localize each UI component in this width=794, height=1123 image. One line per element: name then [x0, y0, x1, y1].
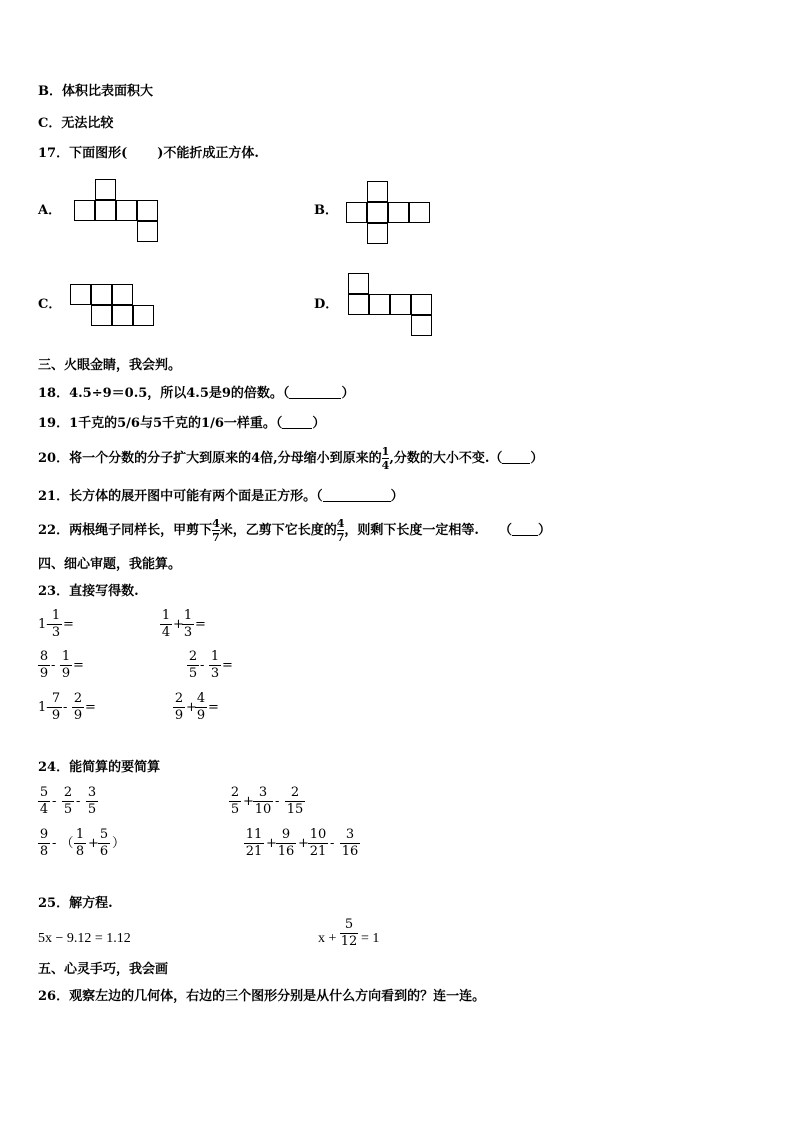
denominator: 5	[87, 802, 97, 817]
q19-answer-blank[interactable]	[282, 416, 312, 429]
fraction	[160, 609, 172, 640]
numerator: 2	[73, 691, 83, 706]
section-5-heading: 五、心灵手巧，我会画	[38, 962, 169, 977]
fraction	[340, 828, 360, 859]
operator: - （	[52, 836, 74, 851]
q25-equation-1: 5x − 9.12 = 1.12	[38, 931, 131, 946]
denominator: 6	[99, 844, 109, 859]
denominator: 8	[39, 844, 49, 859]
equals: =	[63, 617, 74, 632]
numerator: 1	[75, 827, 85, 842]
numerator: 1	[210, 649, 220, 664]
operator: 1-	[38, 617, 51, 632]
operator: -	[76, 794, 81, 809]
fraction	[38, 786, 50, 817]
numerator: 1	[183, 608, 193, 623]
numerator: 10	[309, 827, 327, 842]
fraction	[308, 828, 328, 859]
fraction	[276, 828, 296, 859]
q17-option-c-label: C．	[38, 297, 62, 312]
numerator: 3	[258, 785, 268, 800]
fraction	[60, 650, 72, 681]
operator: +	[266, 836, 277, 851]
numerator: 11	[245, 827, 263, 842]
fraction	[98, 828, 110, 859]
equals: =	[195, 617, 206, 632]
denominator: 4	[161, 625, 171, 640]
operator: -	[330, 836, 335, 851]
equals: =	[222, 658, 233, 673]
numerator: 4	[196, 691, 206, 706]
fraction	[72, 692, 84, 723]
fraction	[74, 828, 86, 859]
operator: 1-	[38, 700, 51, 715]
fraction	[285, 786, 305, 817]
fraction	[38, 650, 50, 681]
fraction	[187, 650, 199, 681]
q20-answer-blank[interactable]	[502, 451, 530, 464]
q18: 18．4.5÷9＝0.5，所以4.5是9的倍数。（ ）	[38, 386, 355, 401]
q23-title: 23．直接写得数.	[38, 584, 139, 599]
equals: =	[85, 700, 96, 715]
denominator: 10	[254, 802, 272, 817]
denominator: 15	[286, 802, 304, 817]
equals: =	[73, 658, 84, 673]
q24-title: 24．能简算的要简算	[38, 760, 161, 775]
q20-fraction: $\frac{1}{4}$	[381, 445, 390, 472]
fraction	[50, 692, 62, 723]
numerator: 7	[51, 691, 61, 706]
denominator: 9	[174, 708, 184, 723]
denominator: 8	[75, 844, 85, 859]
q18-answer-blank[interactable]	[289, 386, 341, 399]
operator: +	[298, 836, 309, 851]
option-b: B．体积比表面积大	[38, 84, 153, 99]
q22: 22．两根绳子同样长，甲剪下 $\frac{4}{7}$ 米，乙剪下它长度的 $\frac{4}{7}$ ，则剩下长度一定相等. （ ）	[38, 517, 551, 544]
operator: -	[200, 658, 205, 673]
q17-option-d-label: D．	[314, 297, 339, 312]
fraction	[173, 692, 185, 723]
numerator: 2	[290, 785, 300, 800]
q25-title: 25．解方程.	[38, 896, 113, 911]
numerator: 9	[39, 827, 49, 842]
denominator: 21	[245, 844, 263, 859]
numerator: 5	[99, 827, 109, 842]
operator: +	[88, 836, 99, 851]
q20: 20．将一个分数的分子扩大到原来的4倍,分母缩小到原来的 $\frac{1}{4}$ ,分数的大小不变.（ ）	[38, 445, 544, 472]
paren: ）	[112, 836, 126, 851]
q25-eq2-right: = 1	[361, 931, 380, 946]
numerator: 2	[63, 785, 73, 800]
numerator: 1	[161, 608, 171, 623]
q25-eq2-left: x +	[318, 931, 337, 946]
q21: 21．长方体的展开图中可能有两个面是正方形。（ ）	[38, 489, 404, 504]
section-3-heading: 三、火眼金睛，我会判。	[38, 358, 182, 373]
denominator: 5	[63, 802, 73, 817]
q17-option-b-label: B．	[314, 203, 338, 218]
denominator: 5	[188, 666, 198, 681]
denominator: 3	[183, 625, 193, 640]
q21-answer-blank[interactable]	[323, 489, 391, 502]
operator: -	[52, 794, 57, 809]
denominator: 5	[230, 802, 240, 817]
numerator: 2	[230, 785, 240, 800]
operator: -	[275, 794, 280, 809]
fraction	[86, 786, 98, 817]
denominator: 16	[341, 844, 359, 859]
denominator: 3	[210, 666, 220, 681]
numerator: 3	[87, 785, 97, 800]
q22-fraction-2: $\frac{4}{7}$	[336, 517, 345, 544]
q17-stem: 17．下面图形( )不能折成正方体.	[38, 146, 259, 161]
section-4-heading: 四、细心审题，我能算。	[38, 557, 182, 572]
denominator: 9	[73, 708, 83, 723]
denominator: 16	[277, 844, 295, 859]
numerator: 3	[345, 827, 355, 842]
fraction	[62, 786, 74, 817]
numerator: 9	[281, 827, 291, 842]
operator: +	[186, 700, 197, 715]
fraction	[253, 786, 273, 817]
q25-eq2-fraction: 5 12	[340, 917, 358, 949]
numerator: 1	[51, 608, 61, 623]
operator: +	[173, 617, 184, 632]
fraction	[182, 609, 194, 640]
denominator: 9	[39, 666, 49, 681]
operator: -	[63, 700, 68, 715]
equals: =	[208, 700, 219, 715]
fraction	[195, 692, 207, 723]
option-c: C．无法比较	[38, 116, 114, 131]
fraction	[50, 609, 62, 640]
fraction	[209, 650, 221, 681]
denominator: 4	[39, 802, 49, 817]
denominator: 21	[309, 844, 327, 859]
q22-answer-blank[interactable]	[512, 523, 538, 536]
fraction	[38, 828, 50, 859]
denominator: 9	[61, 666, 71, 681]
q26: 26．观察左边的几何体，右边的三个图形分别是从什么方向看到的？连一连。	[38, 989, 486, 1004]
q17-option-a-label: A．	[38, 203, 62, 218]
q19: 19．1千克的5/6与5千克的1/6一样重。（ ）	[38, 416, 326, 431]
numerator: 8	[39, 649, 49, 664]
operator: -	[51, 658, 56, 673]
denominator: 3	[51, 625, 61, 640]
fraction	[229, 786, 241, 817]
numerator: 1	[61, 649, 71, 664]
numerator: 5	[39, 785, 49, 800]
operator: +	[243, 794, 254, 809]
denominator: 9	[196, 708, 206, 723]
fraction	[244, 828, 264, 859]
numerator: 2	[188, 649, 198, 664]
denominator: 9	[51, 708, 61, 723]
q22-fraction-1: $\frac{4}{7}$	[212, 517, 220, 544]
numerator: 2	[174, 691, 184, 706]
